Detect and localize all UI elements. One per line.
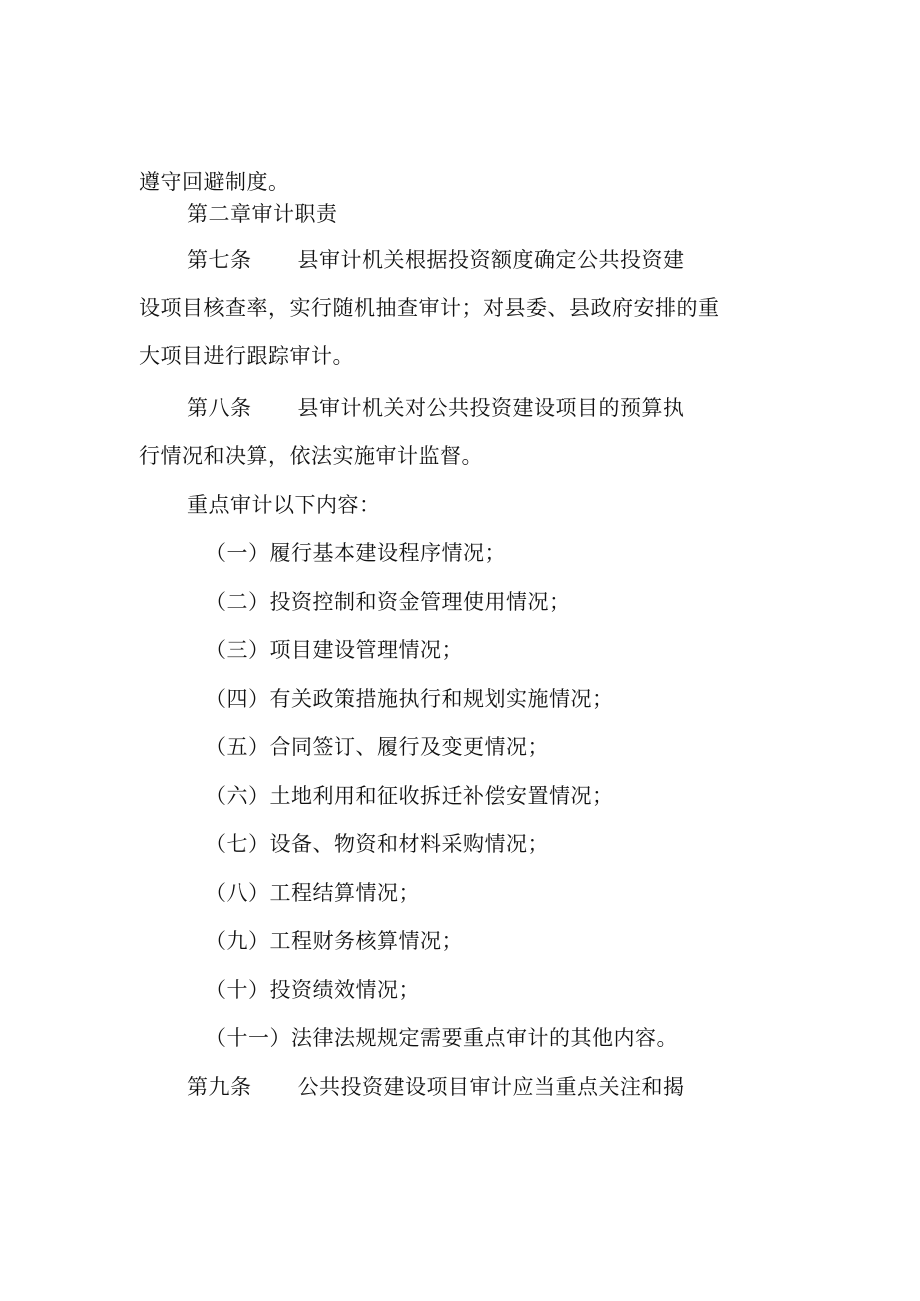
focus-intro: 重点审计以下内容： (187, 493, 381, 517)
article-7-label: 第七条 (187, 248, 252, 272)
list-item: （一）履行基本建设程序情况； (205, 541, 506, 565)
list-item: （五）合同签订、履行及变更情况； (205, 735, 549, 759)
article-8-label: 第八条 (187, 396, 252, 420)
list-item: （四）有关政策措施执行和规划实施情况； (205, 687, 614, 711)
article-7-text-line-2: 设项目核查率，实行随机抽查审计；对县委、县政府安排的重 (139, 296, 720, 320)
article-7-text-line-3: 大项目进行跟踪审计。 (139, 344, 354, 368)
article-8-text-line-1: 县审计机关对公共投资建设项目的预算执 (297, 396, 685, 420)
list-item: （九）工程财务核算情况； (205, 929, 463, 953)
article-8-text-line-2: 行情况和决算，依法实施审计监督。 (139, 444, 483, 468)
article-9-text-line-1: 公共投资建设项目审计应当重点关注和揭 (297, 1075, 685, 1099)
list-item: （二）投资控制和资金管理使用情况； (205, 590, 571, 614)
list-item: （八）工程结算情况； (205, 881, 420, 905)
chapter-heading: 第二章审计职责 (187, 202, 338, 226)
article-8-first-line (187, 393, 685, 423)
article-9-first-line (187, 1072, 685, 1102)
list-item: （六）土地利用和征收拆迁补偿安置情况； (205, 784, 614, 808)
list-item: （十）投资绩效情况； (205, 978, 420, 1002)
article-7-text-line-1: 县审计机关根据投资额度确定公共投资建 (297, 248, 685, 272)
list-item: （三）项目建设管理情况； (205, 638, 463, 662)
list-item: （七）设备、物资和材料采购情况； (205, 832, 549, 856)
continued-text-line: 遵守回避制度。 (139, 170, 290, 194)
article-7-first-line (187, 245, 685, 275)
article-9-label: 第九条 (187, 1075, 252, 1099)
list-item: （十一）法律法规规定需要重点审计的其他内容。 (205, 1026, 678, 1050)
